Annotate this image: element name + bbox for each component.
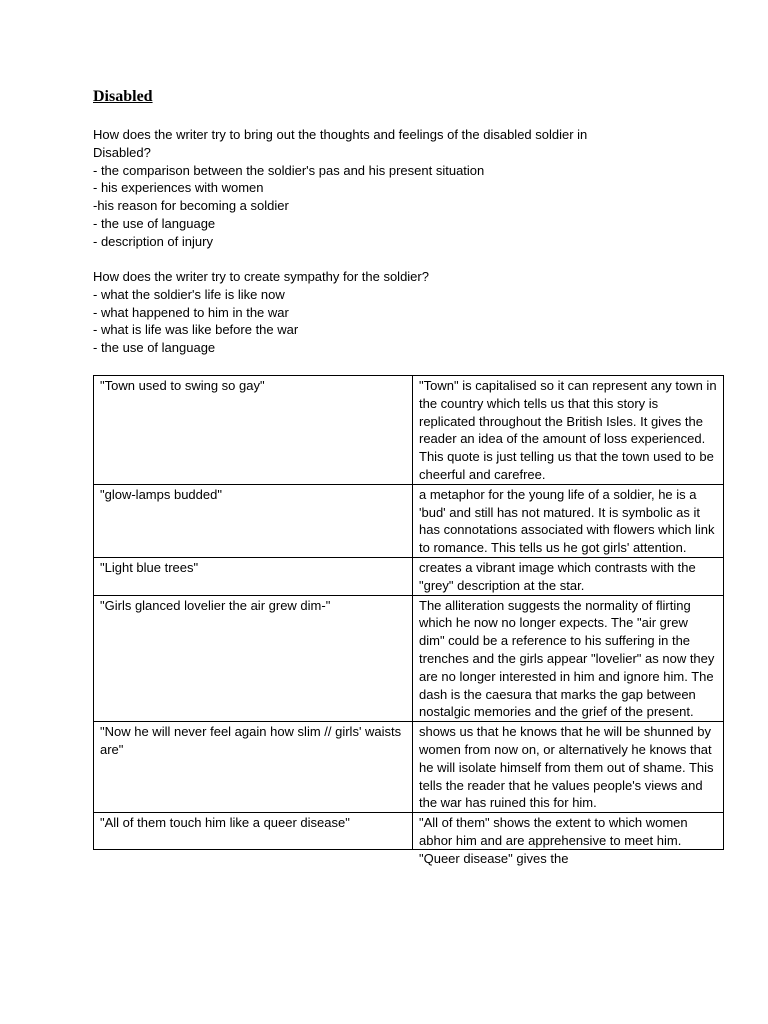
question-1-line: - the comparison between the soldier's pas and his present situation <box>93 162 485 178</box>
analysis-text: "All of them" shows the extent to which women abhor him and are apprehensive to meet him. "Queer disease" gives the <box>419 815 688 866</box>
analysis-cell: creates a vibrant image which contrasts with the "grey" description at the star. <box>413 557 724 595</box>
analysis-cell: a metaphor for the young life of a soldier, he is a 'bud' and still has not matured. It is symbolic as it has connotations associated with flowers which link to romance. This tells us he got girls' attention. <box>413 484 724 557</box>
quote-cell: "Light blue trees" <box>94 557 413 595</box>
document-title: Disabled <box>93 88 153 105</box>
quote-cell <box>94 813 413 850</box>
question-2-line: - what the soldier's life is like now <box>93 286 285 302</box>
quote-cell: "Now he will never feel again how slim // girls' waists are" <box>94 722 413 813</box>
analysis-cell: The alliteration suggests the normality of flirting which he now no longer expects. The "air grew dim" could be a reference to his suffering in the trenches and the girls appear "lovelier" as now they are no longer interested in him and ignore him. The dash is the caesura that marks the gap between nostalgic memories and the grief of the present. <box>413 595 724 722</box>
analysis-cell: "Town" is capitalised so it can represent any town in the country which tells us that this story is replicated throughout the British Isles. It gives the reader an idea of the amount of loss experienced. This quote is just telling us that the town used to be cheerful and carefree. <box>413 376 724 485</box>
table-row <box>94 484 724 557</box>
quote-text: "All of them touch him like a queer disease" <box>100 815 350 831</box>
question-2-line: - what is life was like before the war <box>93 322 299 338</box>
question-1-line: - his experiences with women <box>93 180 264 196</box>
question-1-line: - description of injury <box>93 233 213 249</box>
quote-cell: "Girls glanced lovelier the air grew dim-" <box>94 595 413 722</box>
question-1-line: Disabled? <box>93 144 151 160</box>
table-row <box>94 595 724 722</box>
question-1-line: How does the writer try to bring out the thoughts and feelings of the disabled soldier in <box>93 127 588 142</box>
question-2-line: - what happened to him in the war <box>93 304 289 320</box>
question-2-block <box>93 268 683 357</box>
question-2-line: How does the writer try to create sympathy for the soldier? <box>93 269 429 284</box>
table-row <box>94 376 724 485</box>
question-1-line: - the use of language <box>93 215 216 231</box>
question-1-block <box>93 126 683 251</box>
quote-cell: "glow-lamps budded" <box>94 484 413 557</box>
quote-cell: "Town used to swing so gay" <box>94 376 413 485</box>
table-row <box>94 722 724 813</box>
quote-analysis-table <box>93 375 724 866</box>
question-2-line: - the use of language <box>93 340 216 356</box>
table-row <box>94 557 724 595</box>
table-row <box>94 813 724 850</box>
question-1-line: -his reason for becoming a soldier <box>93 198 289 214</box>
analysis-cell <box>413 813 724 866</box>
analysis-cell: shows us that he knows that he will be shunned by women from now on, or alternatively he knows that he will isolate himself from them out of shame. This tells the reader that he values people's views and the war has ruined this for him. <box>413 722 724 813</box>
